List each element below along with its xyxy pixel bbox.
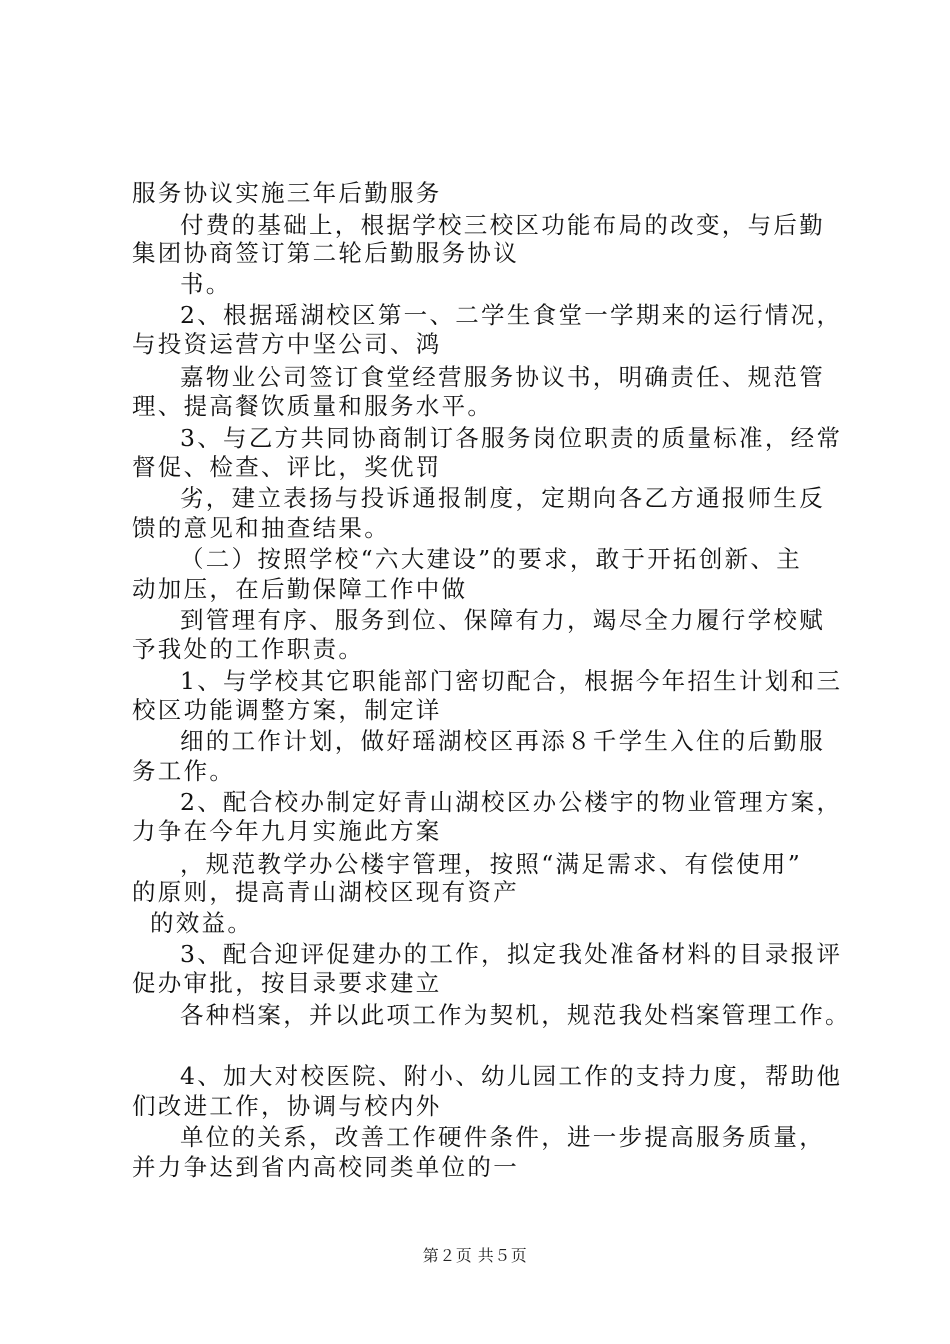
text-line: 服务协议实施三年后勤服务 xyxy=(132,179,442,207)
text-line: 督促、检查、评比，奖优罚 xyxy=(132,453,442,481)
text-line: 促办审批，按目录要求建立 xyxy=(132,969,442,997)
text-line: 的原则，提高青山湖校区现有资产 xyxy=(132,878,519,906)
text-line: 们改进工作，协调与校内外 xyxy=(132,1092,442,1120)
text-line: 馈的意见和抽查结果。 xyxy=(132,514,390,542)
text-line: 与投资运营方中坚公司、鸿 xyxy=(132,330,442,358)
page-number: 第２页 共５页 xyxy=(422,1246,528,1265)
text-line: 付费的基础上，根据学校三校区功能布局的改变，与后勤 xyxy=(180,211,825,239)
text-line: 细的工作计划，做好瑶湖校区再添８千学生入住的后勤服 xyxy=(180,727,825,755)
text-line: 的效益。 xyxy=(150,909,254,937)
text-line: 劣，建立表扬与投诉通报制度，定期向各乙方通报师生反 xyxy=(180,484,825,512)
text-line: 2、根据瑶湖校区第一、二学生食堂一学期来的运行情况， xyxy=(180,301,843,329)
text-line: 3、与乙方共同协商制订各服务岗位职责的质量标准，经常 xyxy=(180,424,843,452)
text-line: 2、配合校办制定好青山湖校区办公楼宇的物业管理方案， xyxy=(180,788,843,816)
text-line: 校区功能调整方案，制定详 xyxy=(132,696,442,724)
text-line: 并力争达到省内高校同类单位的一 xyxy=(132,1153,519,1181)
text-line: 3、配合迎评促建办的工作，拟定我处准备材料的目录报评 xyxy=(180,940,843,968)
text-line: 1、与学校其它职能部门密切配合，根据今年招生计划和三 xyxy=(180,667,843,695)
text-line: 集团协商签订第二轮后勤服务协议 xyxy=(132,239,519,267)
text-line: 嘉物业公司签订食堂经营服务协议书，明确责任、规范管 xyxy=(180,363,825,391)
text-line: 务工作。 xyxy=(132,757,236,785)
text-line: 力争在今年九月实施此方案 xyxy=(132,817,442,845)
text-line: 予我处的工作职责。 xyxy=(132,635,365,663)
text-line: ，规范教学办公楼宇管理，按照“满足需求、有偿使用” xyxy=(180,850,803,878)
text-line: 理、提高餐饮质量和服务水平。 xyxy=(132,392,494,420)
text-line: 动加压，在后勤保障工作中做 xyxy=(132,575,468,603)
text-line: （二）按照学校“六大建设”的要求，敢于开拓创新、主 xyxy=(180,545,803,573)
text-line: 书。 xyxy=(180,270,232,298)
text-line: 到管理有序、服务到位、保障有力，竭尽全力履行学校赋 xyxy=(180,606,825,634)
text-line: 4、加大对校医院、附小、幼儿园工作的支持力度，帮助他 xyxy=(180,1062,843,1090)
text-line: 单位的关系，改善工作硬件条件，进一步提高服务质量， xyxy=(180,1123,825,1151)
text-line: 各种档案，并以此项工作为契机，规范我处档案管理工作。 xyxy=(180,1001,851,1029)
